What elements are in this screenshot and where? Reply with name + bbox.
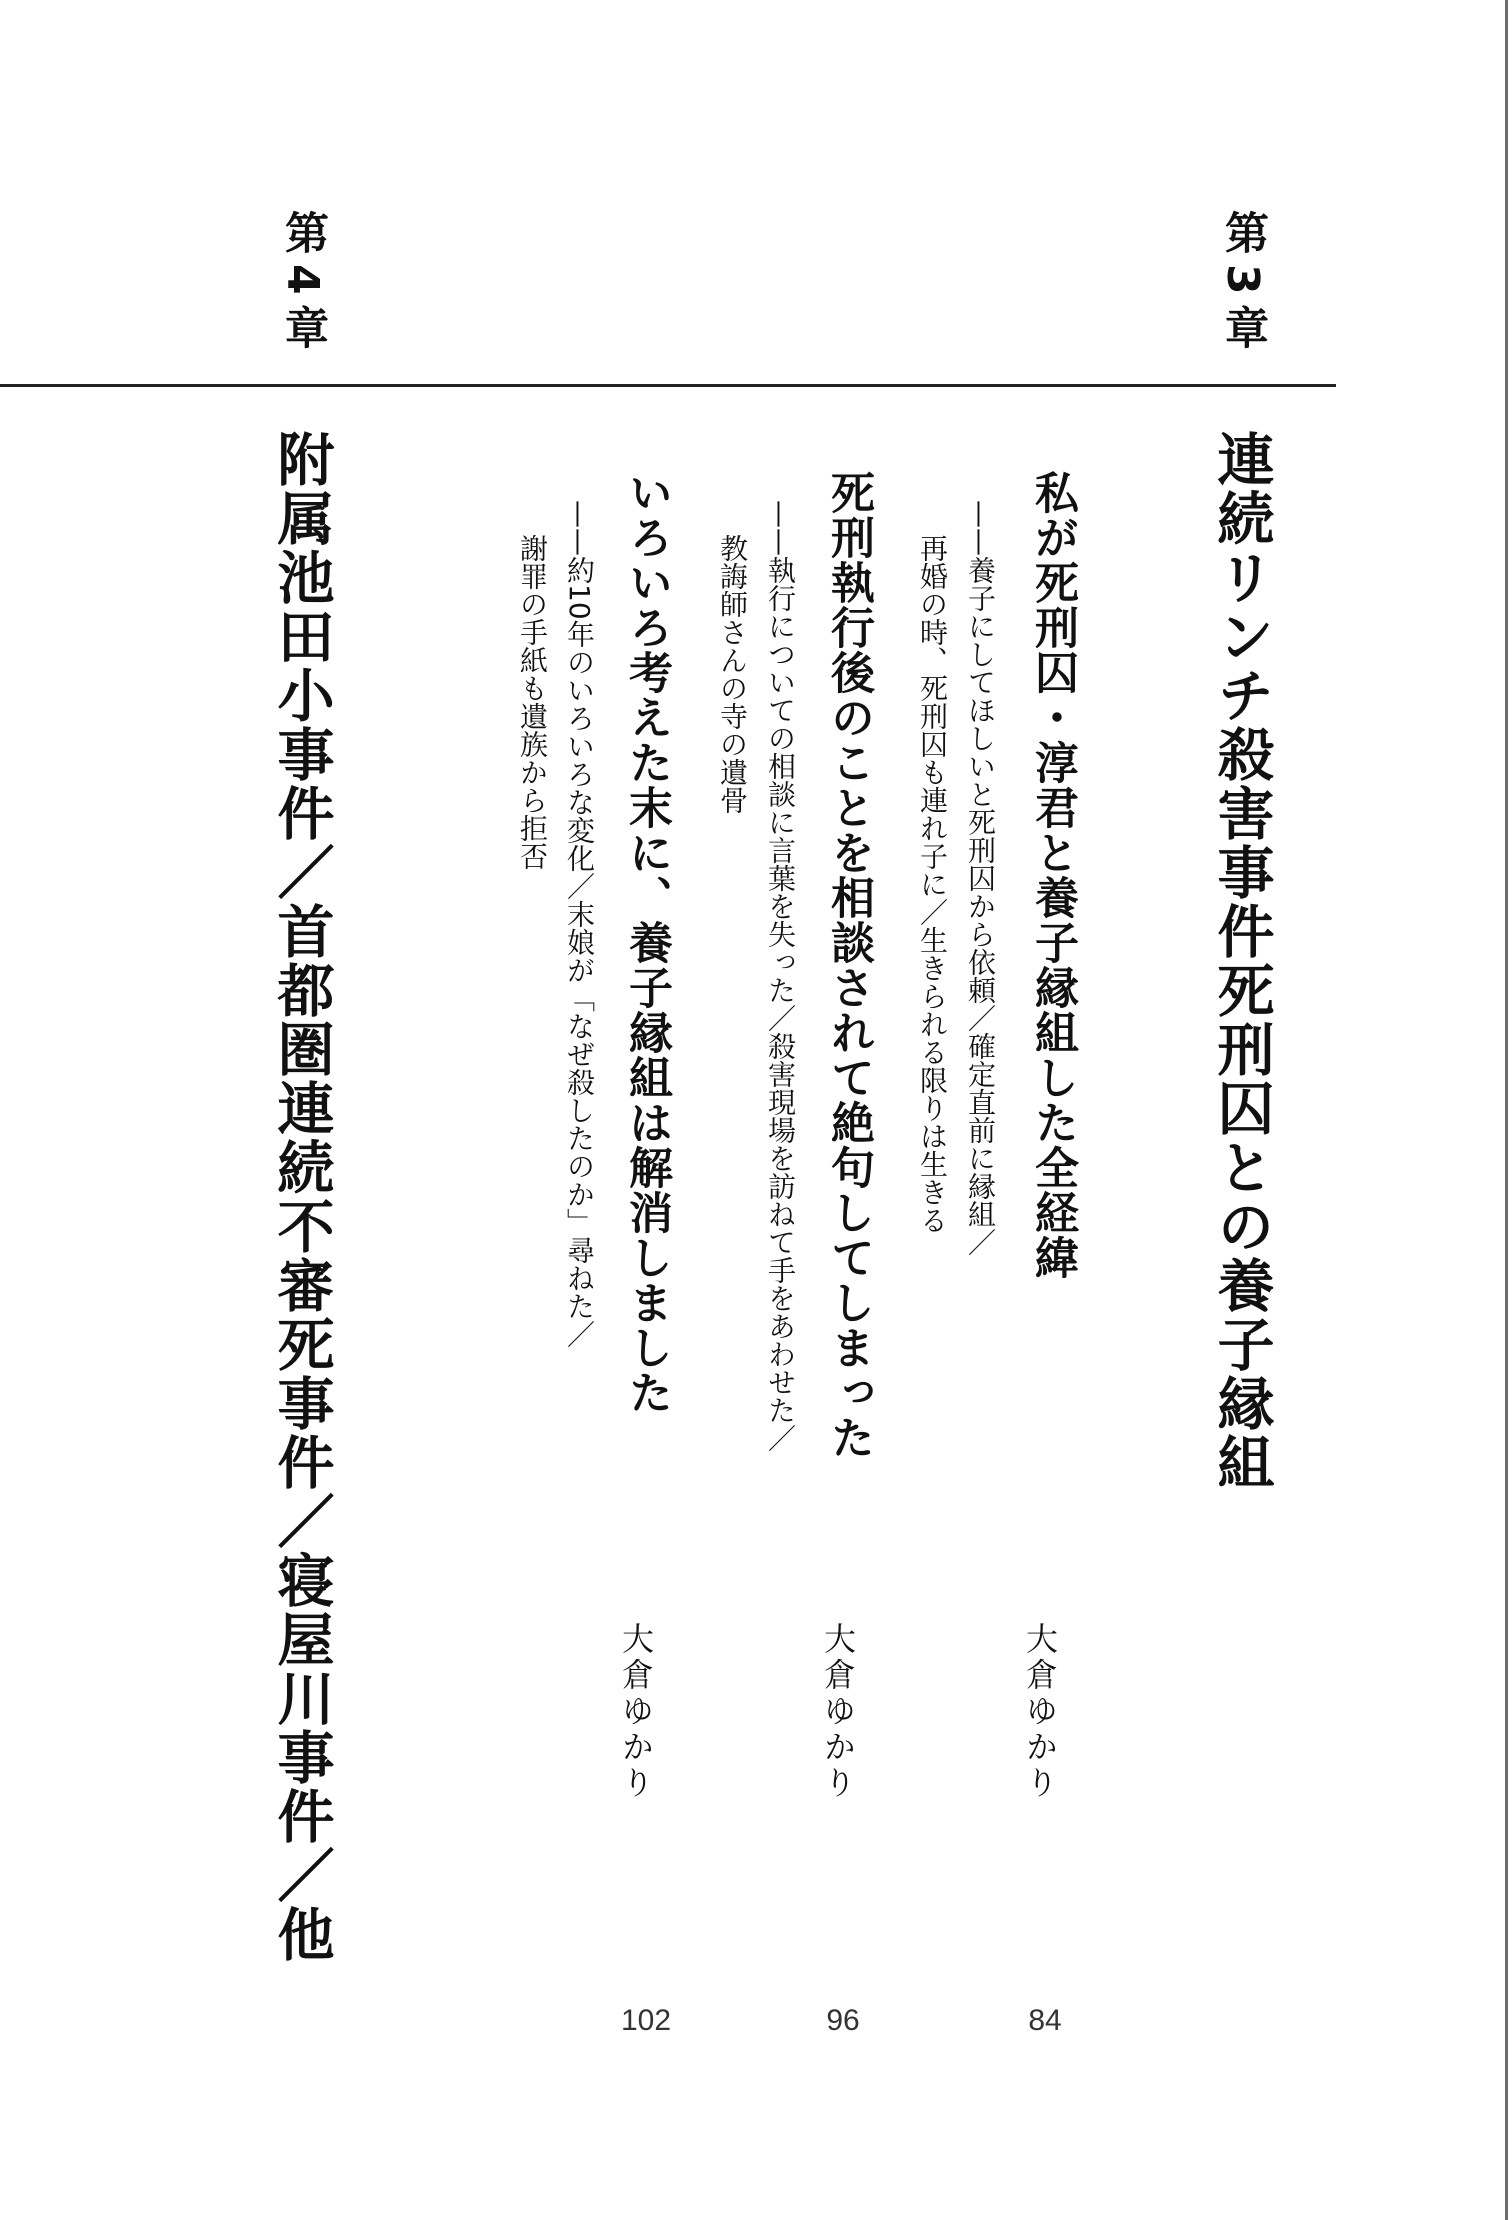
chapter-3-title: 連続リンチ殺害事件死刑囚との養子縁組	[1208, 430, 1274, 1492]
section-3-page-number: 102	[620, 2004, 672, 2037]
section-1-subtitle-line1: ——養子にしてほしいと死刑囚から依頼／確定直前に縁組／	[964, 500, 997, 1256]
section-2-subtitle-line2: 教誨師さんの寺の遺骨	[716, 534, 749, 814]
section-2-page-number: 96	[826, 2004, 860, 2037]
section-1-title[interactable]: 私が死刑囚・淳君と養子縁組した全経緯	[1027, 470, 1078, 1280]
chapter-4-title[interactable]: 附属池田小事件／首都圏連続不審死事件／寝屋川事件／他	[268, 430, 334, 1964]
section-3-title[interactable]: いろいろ考えた末に、養子縁組は解消しました	[621, 470, 672, 1415]
section-2-title[interactable]: 死刑執行後のことを相談されて絶句してしまった	[823, 470, 874, 1460]
page-edge	[1505, 0, 1508, 2220]
header-divider	[0, 384, 1336, 387]
section-3-subtitle-line2: 謝罪の手紙も遺族から拒否	[516, 534, 549, 870]
chapter-4-label: 第4章	[277, 210, 328, 359]
section-2-subtitle-line1: ——執行についての相談に言葉を失った／殺害現場を訪ねて手をあわせた／	[764, 500, 797, 1452]
chapter-3-label: 第3章	[1217, 210, 1268, 359]
section-1-author: 大倉ゆかり	[1021, 1622, 1059, 1802]
section-1-page-number: 84	[1028, 2004, 1062, 2037]
section-2-author: 大倉ゆかり	[819, 1622, 857, 1802]
section-1-subtitle-line2: 再婚の時、死刑囚も連れ子に／生きられる限りは生きる	[916, 534, 949, 1234]
section-3-subtitle-line1: ——約10年のいろいろな変化／末娘が「なぜ殺したのか」尋ねた／	[563, 500, 596, 1348]
section-3-author: 大倉ゆかり	[617, 1622, 655, 1802]
